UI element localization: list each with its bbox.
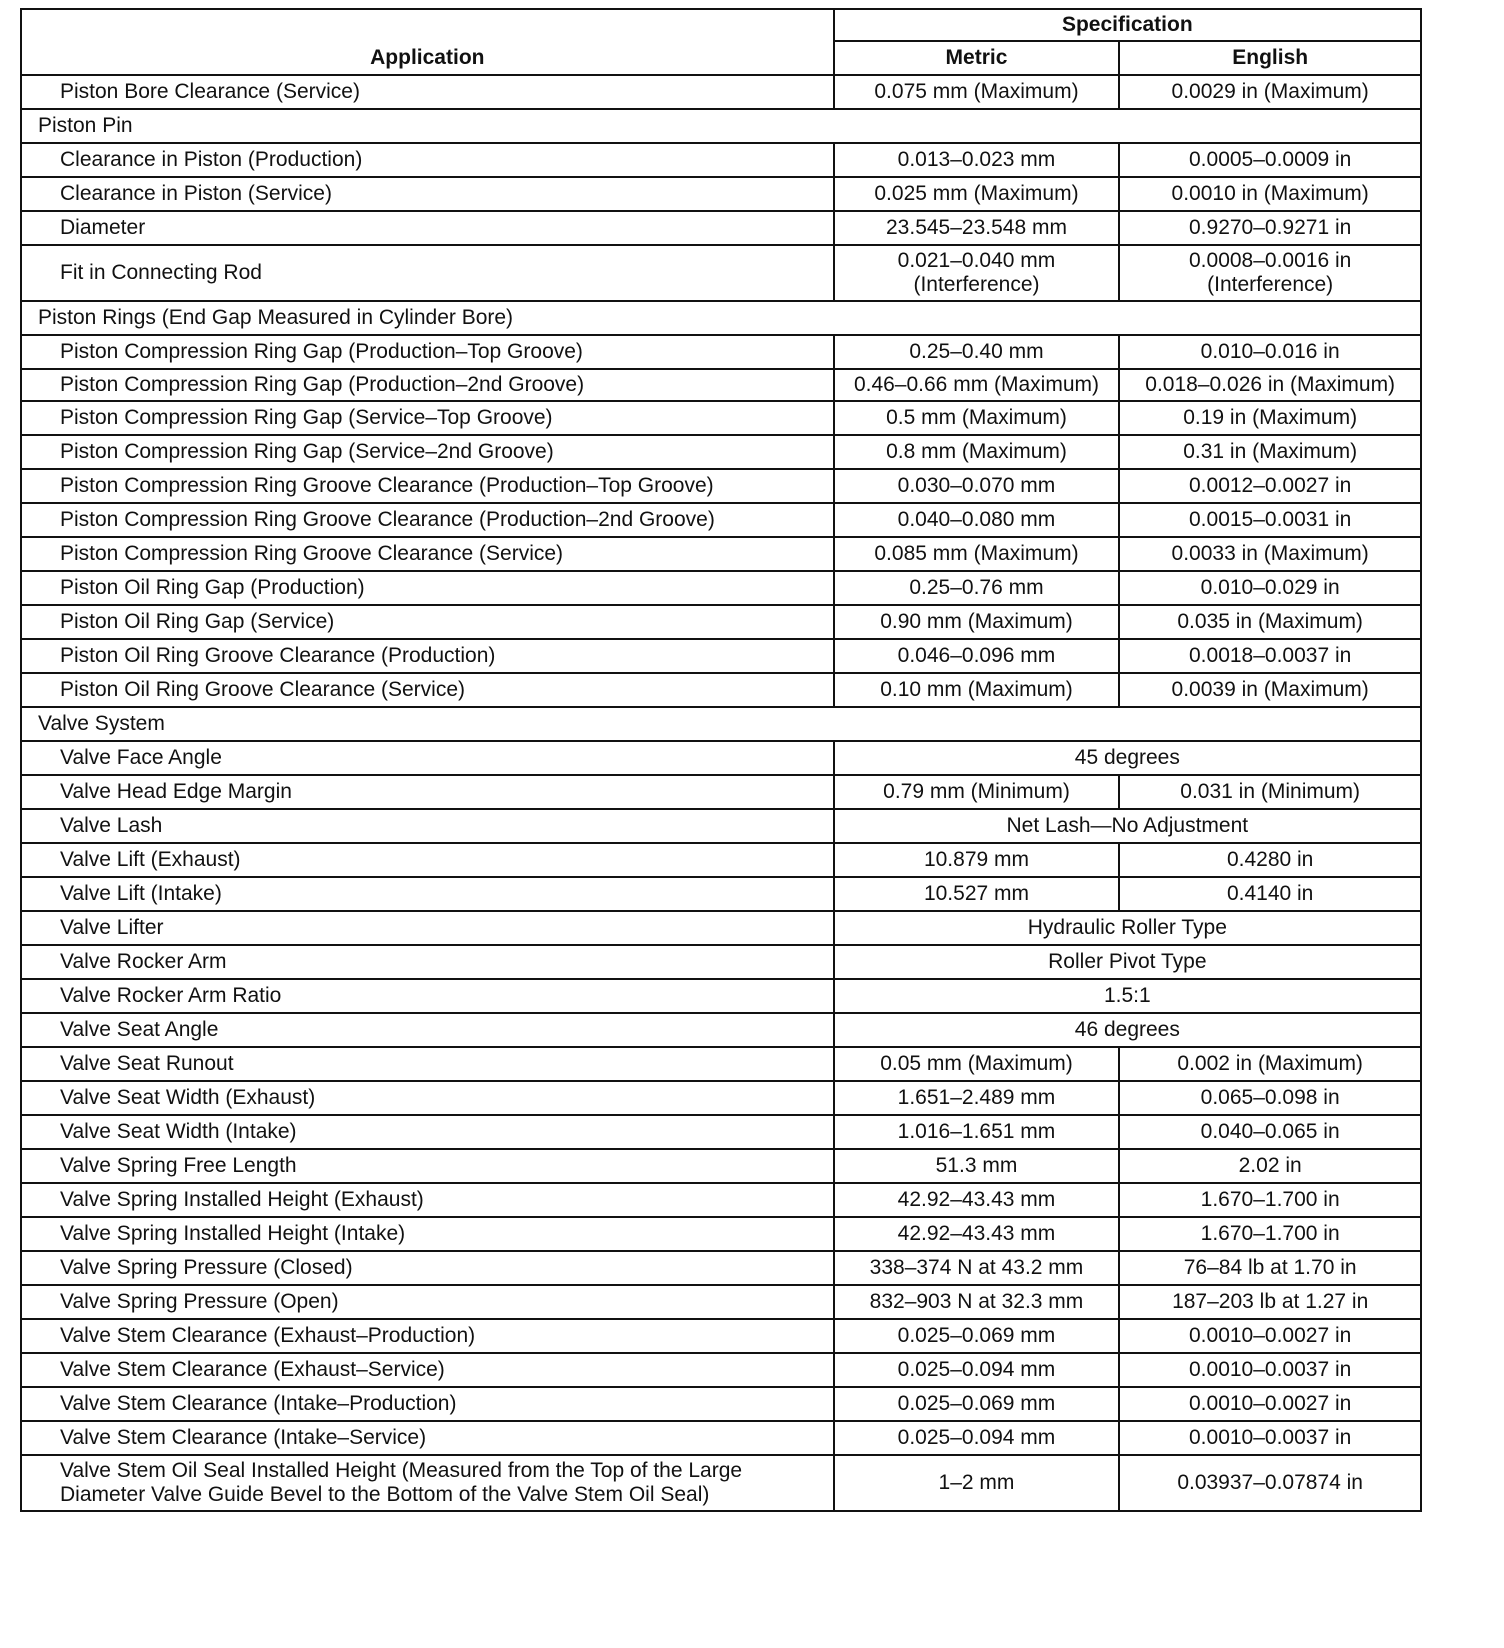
table-row	[21, 1149, 1421, 1183]
english-cell: 0.0010–0.0037 in	[1119, 1353, 1421, 1387]
table-row	[21, 843, 1421, 877]
table-row	[21, 639, 1421, 673]
table-row	[21, 245, 1421, 301]
english-header: English	[1119, 41, 1421, 75]
section-heading: Valve System	[21, 707, 1421, 741]
english-cell: 0.0015–0.0031 in	[1119, 503, 1421, 537]
application-cell: Valve Spring Installed Height (Intake)	[21, 1217, 834, 1251]
metric-cell: 0.90 mm (Maximum)	[834, 605, 1120, 639]
application-header: Application	[21, 9, 834, 75]
table-row	[21, 1183, 1421, 1217]
application-cell: Valve Seat Angle	[21, 1013, 834, 1047]
metric-cell: 0.040–0.080 mm	[834, 503, 1120, 537]
application-cell: Piston Oil Ring Groove Clearance (Production)	[21, 639, 834, 673]
section-row	[21, 301, 1421, 335]
application-cell: Valve Seat Runout	[21, 1047, 834, 1081]
english-cell: 0.19 in (Maximum)	[1119, 401, 1421, 435]
application-cell: Piston Bore Clearance (Service)	[21, 75, 834, 109]
english-cell: 0.0005–0.0009 in	[1119, 143, 1421, 177]
table-row	[21, 469, 1421, 503]
application-cell: Fit in Connecting Rod	[21, 245, 834, 301]
english-cell: 1.670–1.700 in	[1119, 1217, 1421, 1251]
table-row	[21, 1285, 1421, 1319]
metric-cell: 0.05 mm (Maximum)	[834, 1047, 1120, 1081]
table-row	[21, 1455, 1421, 1511]
metric-cell: 0.25–0.76 mm	[834, 571, 1120, 605]
table-row	[21, 335, 1421, 369]
application-cell: Valve Stem Clearance (Intake–Service)	[21, 1421, 834, 1455]
english-cell: 0.0010–0.0037 in	[1119, 1421, 1421, 1455]
section-heading: Piston Pin	[21, 109, 1421, 143]
table-row	[21, 1353, 1421, 1387]
application-cell: Piston Compression Ring Groove Clearance (Service)	[21, 537, 834, 571]
metric-cell: 0.013–0.023 mm	[834, 143, 1120, 177]
metric-cell: 832–903 N at 32.3 mm	[834, 1285, 1120, 1319]
english-cell: 0.018–0.026 in (Maximum)	[1119, 369, 1421, 401]
english-cell: 0.0010–0.0027 in	[1119, 1387, 1421, 1421]
table-row	[21, 503, 1421, 537]
application-cell: Valve Lift (Exhaust)	[21, 843, 834, 877]
metric-cell: 23.545–23.548 mm	[834, 211, 1120, 245]
table-row	[21, 1115, 1421, 1149]
table-row	[21, 741, 1421, 775]
english-cell: 0.9270–0.9271 in	[1119, 211, 1421, 245]
application-cell: Clearance in Piston (Service)	[21, 177, 834, 211]
metric-cell: 0.46–0.66 mm (Maximum)	[834, 369, 1120, 401]
metric-cell: 0.25–0.40 mm	[834, 335, 1120, 369]
application-cell: Piston Oil Ring Groove Clearance (Service)	[21, 673, 834, 707]
metric-cell: 0.10 mm (Maximum)	[834, 673, 1120, 707]
specification-cell: 46 degrees	[834, 1013, 1421, 1047]
metric-cell: 0.5 mm (Maximum)	[834, 401, 1120, 435]
table-row	[21, 1421, 1421, 1455]
metric-cell: 42.92–43.43 mm	[834, 1183, 1120, 1217]
application-cell: Valve Seat Width (Intake)	[21, 1115, 834, 1149]
english-cell: 0.0033 in (Maximum)	[1119, 537, 1421, 571]
application-cell: Diameter	[21, 211, 834, 245]
english-cell: 1.670–1.700 in	[1119, 1183, 1421, 1217]
metric-cell: 0.025–0.069 mm	[834, 1387, 1120, 1421]
application-cell: Valve Stem Oil Seal Installed Height (Measured from the Top of the Large Diameter Valve Guide Bevel to the Bottom of the Valve Stem Oil Seal)	[21, 1455, 834, 1511]
application-cell: Valve Lash	[21, 809, 834, 843]
table-row	[21, 369, 1421, 401]
table-row	[21, 1081, 1421, 1115]
table-row	[21, 177, 1421, 211]
english-cell: 0.0029 in (Maximum)	[1119, 75, 1421, 109]
application-cell: Valve Head Edge Margin	[21, 775, 834, 809]
application-cell: Valve Stem Clearance (Intake–Production)	[21, 1387, 834, 1421]
metric-cell: 1.651–2.489 mm	[834, 1081, 1120, 1115]
english-cell: 0.002 in (Maximum)	[1119, 1047, 1421, 1081]
metric-cell: 0.8 mm (Maximum)	[834, 435, 1120, 469]
application-cell: Valve Spring Pressure (Open)	[21, 1285, 834, 1319]
table-row	[21, 877, 1421, 911]
english-cell: 2.02 in	[1119, 1149, 1421, 1183]
metric-cell: 1.016–1.651 mm	[834, 1115, 1120, 1149]
english-cell: 0.040–0.065 in	[1119, 1115, 1421, 1149]
english-cell: 0.065–0.098 in	[1119, 1081, 1421, 1115]
metric-cell: 10.527 mm	[834, 877, 1120, 911]
metric-cell: 1–2 mm	[834, 1455, 1120, 1511]
metric-cell: 0.085 mm (Maximum)	[834, 537, 1120, 571]
metric-cell: 0.046–0.096 mm	[834, 639, 1120, 673]
english-cell: 76–84 lb at 1.70 in	[1119, 1251, 1421, 1285]
table-row	[21, 1251, 1421, 1285]
metric-cell: 0.030–0.070 mm	[834, 469, 1120, 503]
english-cell: 0.0012–0.0027 in	[1119, 469, 1421, 503]
application-cell: Valve Spring Pressure (Closed)	[21, 1251, 834, 1285]
section-row	[21, 707, 1421, 741]
english-cell: 0.0010–0.0027 in	[1119, 1319, 1421, 1353]
application-cell: Valve Face Angle	[21, 741, 834, 775]
english-cell: 0.4280 in	[1119, 843, 1421, 877]
application-cell: Valve Spring Installed Height (Exhaust)	[21, 1183, 834, 1217]
application-cell: Valve Rocker Arm	[21, 945, 834, 979]
table-row	[21, 1047, 1421, 1081]
application-cell: Valve Rocker Arm Ratio	[21, 979, 834, 1013]
table-row	[21, 809, 1421, 843]
table-row	[21, 537, 1421, 571]
specification-cell: Net Lash—No Adjustment	[834, 809, 1421, 843]
table-row	[21, 775, 1421, 809]
application-cell: Piston Compression Ring Gap (Production–2nd Groove)	[21, 369, 834, 401]
table-row	[21, 979, 1421, 1013]
metric-cell: 0.075 mm (Maximum)	[834, 75, 1120, 109]
english-cell: 0.03937–0.07874 in	[1119, 1455, 1421, 1511]
metric-cell: 51.3 mm	[834, 1149, 1120, 1183]
application-cell: Piston Compression Ring Groove Clearance (Production–Top Groove)	[21, 469, 834, 503]
english-cell: 0.0010 in (Maximum)	[1119, 177, 1421, 211]
header-row	[21, 9, 1421, 41]
english-cell: 0.4140 in	[1119, 877, 1421, 911]
application-cell: Valve Lifter	[21, 911, 834, 945]
application-cell: Valve Seat Width (Exhaust)	[21, 1081, 834, 1115]
table-row	[21, 211, 1421, 245]
english-cell: 0.010–0.029 in	[1119, 571, 1421, 605]
application-cell: Piston Oil Ring Gap (Production)	[21, 571, 834, 605]
table-row	[21, 435, 1421, 469]
table-row	[21, 571, 1421, 605]
table-row	[21, 1217, 1421, 1251]
metric-cell: 42.92–43.43 mm	[834, 1217, 1120, 1251]
table-row	[21, 1319, 1421, 1353]
table-row	[21, 1013, 1421, 1047]
metric-cell: 10.879 mm	[834, 843, 1120, 877]
application-cell: Piston Compression Ring Gap (Production–Top Groove)	[21, 335, 834, 369]
metric-cell: 338–374 N at 43.2 mm	[834, 1251, 1120, 1285]
table-row	[21, 605, 1421, 639]
metric-cell: 0.025 mm (Maximum)	[834, 177, 1120, 211]
application-cell: Piston Compression Ring Gap (Service–2nd Groove)	[21, 435, 834, 469]
english-cell: 0.0008–0.0016 in (Interference)	[1119, 245, 1421, 301]
section-heading: Piston Rings (End Gap Measured in Cylinder Bore)	[21, 301, 1421, 335]
specification-cell: 1.5:1	[834, 979, 1421, 1013]
metric-cell: 0.79 mm (Minimum)	[834, 775, 1120, 809]
table-row	[21, 75, 1421, 109]
english-cell: 0.31 in (Maximum)	[1119, 435, 1421, 469]
application-cell: Valve Spring Free Length	[21, 1149, 834, 1183]
english-cell: 0.0018–0.0037 in	[1119, 639, 1421, 673]
application-cell: Piston Compression Ring Gap (Service–Top Groove)	[21, 401, 834, 435]
table-row	[21, 143, 1421, 177]
application-cell: Piston Oil Ring Gap (Service)	[21, 605, 834, 639]
section-row	[21, 109, 1421, 143]
metric-cell: 0.025–0.094 mm	[834, 1353, 1120, 1387]
application-cell: Valve Stem Clearance (Exhaust–Service)	[21, 1353, 834, 1387]
english-cell: 0.010–0.016 in	[1119, 335, 1421, 369]
table-row	[21, 911, 1421, 945]
english-cell: 187–203 lb at 1.27 in	[1119, 1285, 1421, 1319]
specification-cell: 45 degrees	[834, 741, 1421, 775]
application-cell: Clearance in Piston (Production)	[21, 143, 834, 177]
english-cell: 0.0039 in (Maximum)	[1119, 673, 1421, 707]
specification-header: Specification	[834, 9, 1421, 41]
application-cell: Piston Compression Ring Groove Clearance (Production–2nd Groove)	[21, 503, 834, 537]
table-row	[21, 1387, 1421, 1421]
specification-cell: Hydraulic Roller Type	[834, 911, 1421, 945]
table-row	[21, 401, 1421, 435]
application-cell: Valve Lift (Intake)	[21, 877, 834, 911]
metric-header: Metric	[834, 41, 1120, 75]
specification-table	[20, 8, 1422, 1512]
english-cell: 0.031 in (Minimum)	[1119, 775, 1421, 809]
table-row	[21, 945, 1421, 979]
table-body	[21, 75, 1421, 1511]
application-cell: Valve Stem Clearance (Exhaust–Production)	[21, 1319, 834, 1353]
metric-cell: 0.025–0.094 mm	[834, 1421, 1120, 1455]
metric-cell: 0.025–0.069 mm	[834, 1319, 1120, 1353]
english-cell: 0.035 in (Maximum)	[1119, 605, 1421, 639]
specification-cell: Roller Pivot Type	[834, 945, 1421, 979]
metric-cell: 0.021–0.040 mm (Interference)	[834, 245, 1120, 301]
table-row	[21, 673, 1421, 707]
